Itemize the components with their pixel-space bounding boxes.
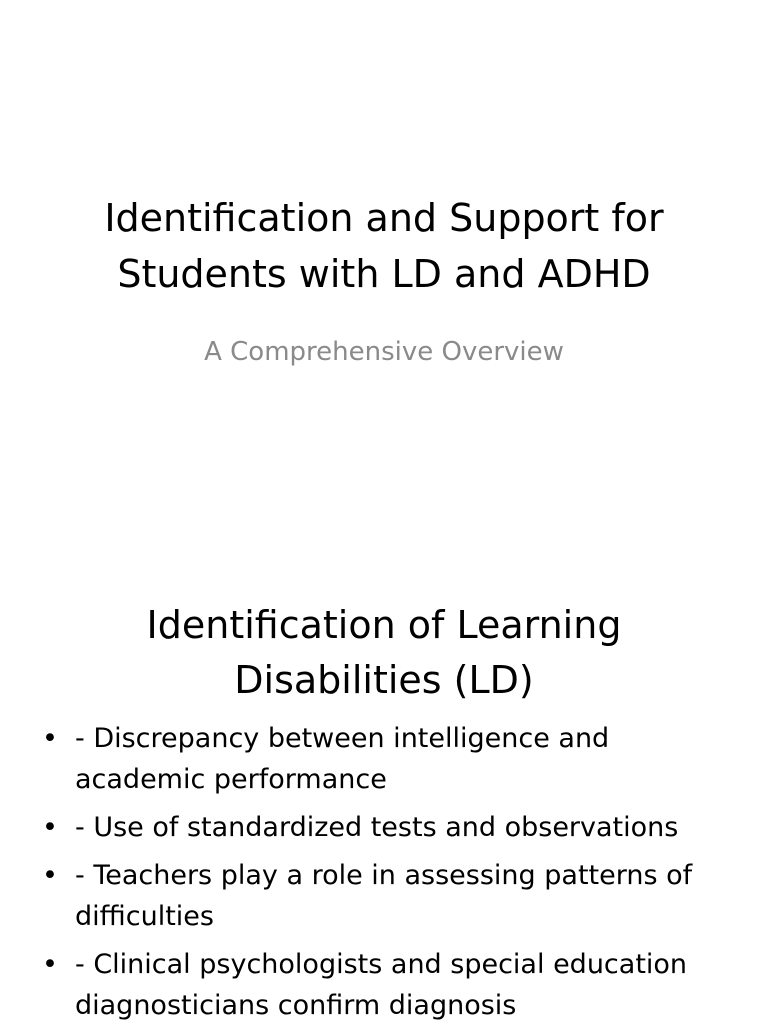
content-slide: [0, 512, 768, 1024]
bullet-text: - Use of standardized tests and observations: [75, 812, 679, 843]
bullet-text: - Teachers play a role in assessing patterns of difficulties: [75, 860, 693, 932]
slide-title: Identification of Learning Disabilities (LD): [146, 603, 622, 702]
bullet-icon: •: [42, 860, 58, 891]
bullet-icon: •: [42, 812, 58, 843]
bullet-text: - Discrepancy between intelligence and academic performance: [75, 723, 610, 795]
list-item: [40, 944, 740, 1026]
bullet-text: - Clinical psychologists and special education diagnosticians confirm diagnosis: [75, 949, 688, 1021]
bullet-icon: •: [42, 949, 58, 980]
presentation-title: Identification and Support for Students with LD and ADHD: [104, 196, 664, 296]
list-item: [40, 855, 740, 937]
presentation-subtitle: A Comprehensive Overview: [204, 337, 564, 367]
bullet-icon: •: [42, 723, 58, 754]
list-item: [40, 718, 740, 800]
bullet-list: [40, 718, 740, 1033]
list-item: [40, 807, 740, 848]
title-slide: [0, 0, 768, 512]
